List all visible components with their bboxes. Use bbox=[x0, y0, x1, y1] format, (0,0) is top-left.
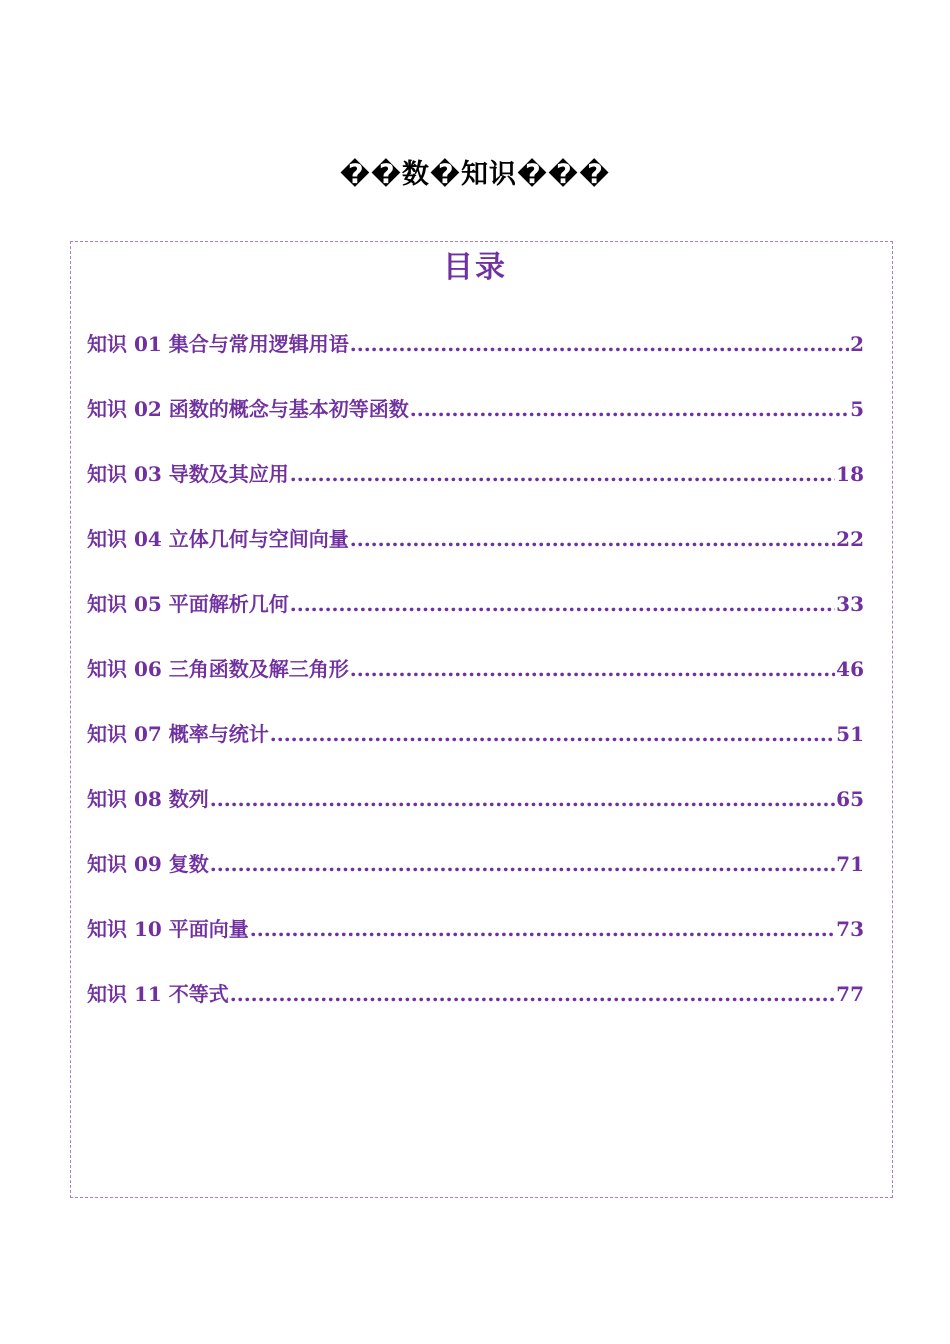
toc-page-number: 71 bbox=[836, 852, 864, 876]
toc-entry-05[interactable] bbox=[87, 588, 864, 653]
toc-page-number: 2 bbox=[850, 332, 864, 356]
toc-page-number: 73 bbox=[836, 917, 864, 941]
toc-entry-label: 知识 11 不等式 bbox=[87, 982, 229, 1006]
toc-entry-label: 知识 03 导数及其应用 bbox=[87, 462, 289, 486]
toc-dot-leader bbox=[290, 462, 835, 486]
toc-dot-leader bbox=[210, 787, 835, 811]
toc-dot-leader bbox=[350, 657, 835, 681]
toc-entry-label: 知识 05 平面解析几何 bbox=[87, 592, 289, 616]
toc-heading: 目录 bbox=[443, 250, 507, 285]
toc-entry-label: 知识 10 平面向量 bbox=[87, 917, 249, 941]
toc-entry-10[interactable] bbox=[87, 913, 864, 978]
toc-entry-label: 知识 02 函数的概念与基本初等函数 bbox=[87, 397, 409, 421]
toc-entry-label: 知识 08 数列 bbox=[87, 787, 209, 811]
toc-entry-label: 知识 06 三角函数及解三角形 bbox=[87, 657, 349, 681]
toc-entry-02[interactable] bbox=[87, 393, 864, 458]
toc-dot-leader bbox=[410, 397, 849, 421]
toc-dot-leader bbox=[210, 852, 835, 876]
toc-page-number: 46 bbox=[836, 657, 864, 681]
toc-entry-label: 知识 07 概率与统计 bbox=[87, 722, 269, 746]
toc-list bbox=[87, 328, 864, 1043]
toc-entry-01[interactable] bbox=[87, 328, 864, 393]
toc-page-number: 22 bbox=[836, 527, 864, 551]
toc-entry-03[interactable] bbox=[87, 458, 864, 523]
toc-page-number: 51 bbox=[836, 722, 864, 746]
toc-entry-label: 知识 09 复数 bbox=[87, 852, 209, 876]
toc-entry-07[interactable] bbox=[87, 718, 864, 783]
toc-entry-11[interactable] bbox=[87, 978, 864, 1043]
toc-dot-leader bbox=[270, 722, 835, 746]
toc-page-number: 65 bbox=[836, 787, 864, 811]
toc-page-number: 18 bbox=[836, 462, 864, 486]
toc-page-number: 77 bbox=[836, 982, 864, 1006]
toc-dot-leader bbox=[290, 592, 835, 616]
toc-entry-06[interactable] bbox=[87, 653, 864, 718]
toc-entry-04[interactable] bbox=[87, 523, 864, 588]
toc-entry-09[interactable] bbox=[87, 848, 864, 913]
toc-dot-leader bbox=[350, 332, 849, 356]
toc-entry-08[interactable] bbox=[87, 783, 864, 848]
toc-dot-leader bbox=[350, 527, 835, 551]
toc-entry-label: 知识 01 集合与常用逻辑用语 bbox=[87, 332, 349, 356]
document-title: ��数�知识��� bbox=[339, 159, 611, 190]
toc-page-number: 33 bbox=[836, 592, 864, 616]
toc-entry-label: 知识 04 立体几何与空间向量 bbox=[87, 527, 349, 551]
toc-dot-leader bbox=[230, 982, 835, 1006]
toc-dot-leader bbox=[250, 917, 835, 941]
toc-page-number: 5 bbox=[850, 397, 864, 421]
